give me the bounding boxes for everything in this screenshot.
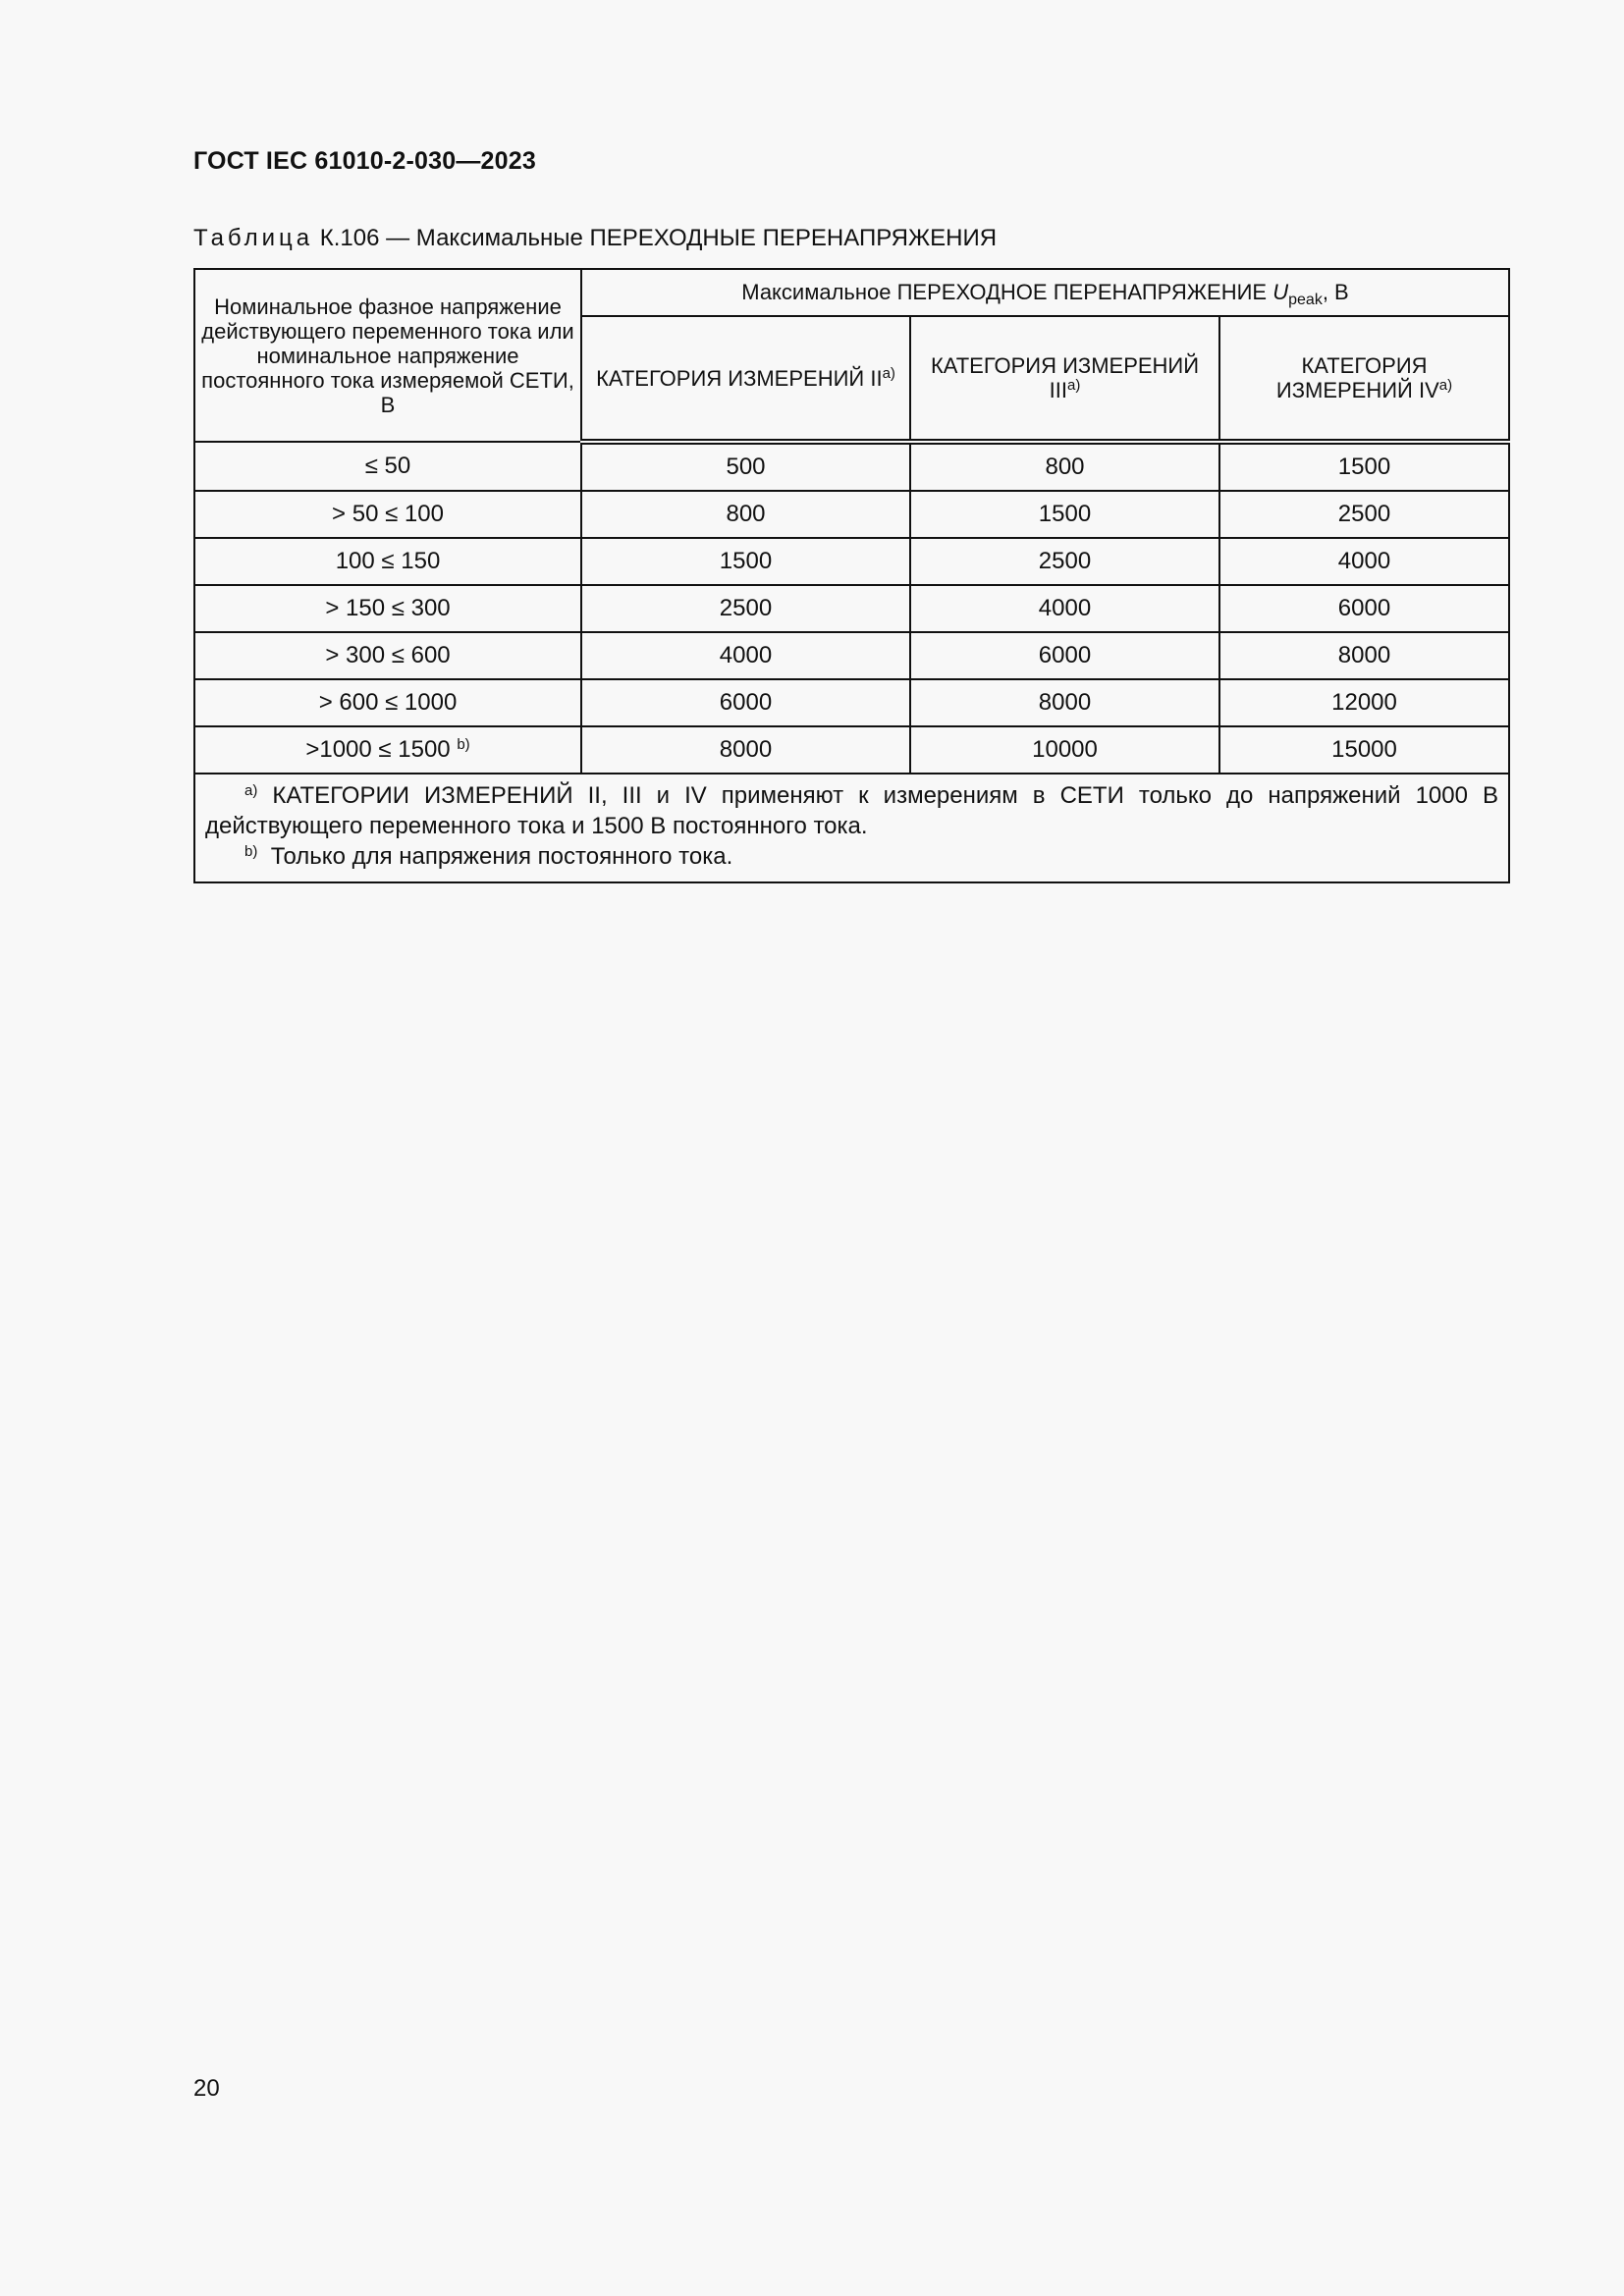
value-cell: 6000 [910,632,1219,679]
value-cell: 15000 [1219,726,1509,774]
value-cell: 2500 [1219,491,1509,538]
value-cell: 1500 [581,538,910,585]
voltage-value: > 150 ≤ 300 [325,595,451,621]
value-cell: 10000 [910,726,1219,774]
group-header-text: Максимальное ПЕРЕХОДНОЕ ПЕРЕНАПРЯЖЕНИЕ [741,280,1268,304]
column-header-category-3 [910,316,1219,442]
column-header-label: КАТЕГОРИЯ ИЗМЕРЕНИЙ IV [1275,353,1439,402]
group-header-max-overvoltage [581,269,1509,316]
voltage-cell [194,491,581,538]
value-cell: 8000 [1219,632,1509,679]
table-caption-prefix: Таблица [193,225,314,251]
value-cell: 4000 [910,585,1219,632]
voltage-value: > 50 ≤ 100 [332,501,444,527]
footnote-a [205,780,1498,841]
footnote-text: КАТЕГОРИИ ИЗМЕРЕНИЙ II, III и IV применяют к измерениям в СЕТИ только до напряжений 1000 В действующего переменного тока и 1500 В постоянного тока. [205,782,1498,839]
voltage-cell [194,585,581,632]
value-cell: 500 [581,442,910,491]
voltage-cell [194,442,581,491]
column-header-label: КАТЕГОРИЯ ИЗМЕРЕНИЙ III [930,353,1200,402]
row-header-nominal-voltage: Номинальное фазное напряжение действующего переменного тока или номинальное напряжение постоянного тока измеряемой СЕТИ, В [194,269,581,442]
footnote-mark: b) [244,843,258,860]
voltage-cell [194,538,581,585]
page-number: 20 [193,2075,220,2102]
table-row [194,442,1509,491]
table-row [194,538,1509,585]
table-caption [193,225,997,252]
column-header-category-4 [1219,316,1509,442]
column-header-note: a) [882,364,895,382]
voltage-value: ≤ 50 [364,453,411,479]
table-row [194,632,1509,679]
value-cell: 1500 [910,491,1219,538]
group-header-symbol: U [1272,280,1289,304]
value-cell: 12000 [1219,679,1509,726]
column-header-label: КАТЕГОРИЯ ИЗМЕРЕНИЙ II [596,365,883,391]
document-header: ГОСТ IEC 61010-2-030—2023 [193,147,536,175]
table-row [194,679,1509,726]
table-row [194,585,1509,632]
group-header-unit: , В [1322,280,1349,304]
overvoltage-table [193,268,1510,883]
voltage-note: b) [457,736,470,753]
footnote-b [205,841,1498,872]
voltage-value: > 600 ≤ 1000 [318,689,458,716]
value-cell: 6000 [581,679,910,726]
footnote-mark: a) [244,782,258,799]
value-cell: 2500 [581,585,910,632]
footnotes-cell [194,774,1509,882]
voltage-cell [194,679,581,726]
value-cell: 8000 [910,679,1219,726]
column-header-note: a) [1438,377,1453,394]
group-header-symbol-sub: peak [1288,292,1323,308]
value-cell: 1500 [1219,442,1509,491]
value-cell: 4000 [581,632,910,679]
value-cell: 2500 [910,538,1219,585]
value-cell: 8000 [581,726,910,774]
footnotes-row [194,774,1509,882]
table-row [194,726,1509,774]
value-cell: 800 [581,491,910,538]
table-caption-text: К.106 — Максимальные ПЕРЕХОДНЫЕ ПЕРЕНАПРЯЖЕНИЯ [319,225,998,251]
value-cell: 4000 [1219,538,1509,585]
voltage-value: >1000 ≤ 1500 [305,736,451,763]
voltage-value: > 300 ≤ 600 [325,642,451,668]
voltage-value: 100 ≤ 150 [335,548,441,574]
column-header-note: a) [1067,377,1081,394]
value-cell: 800 [910,442,1219,491]
table-row [194,491,1509,538]
voltage-cell [194,726,581,774]
column-header-category-2 [581,316,910,442]
footnote-text: Только для напряжения постоянного тока. [270,843,733,870]
value-cell: 6000 [1219,585,1509,632]
voltage-cell [194,632,581,679]
